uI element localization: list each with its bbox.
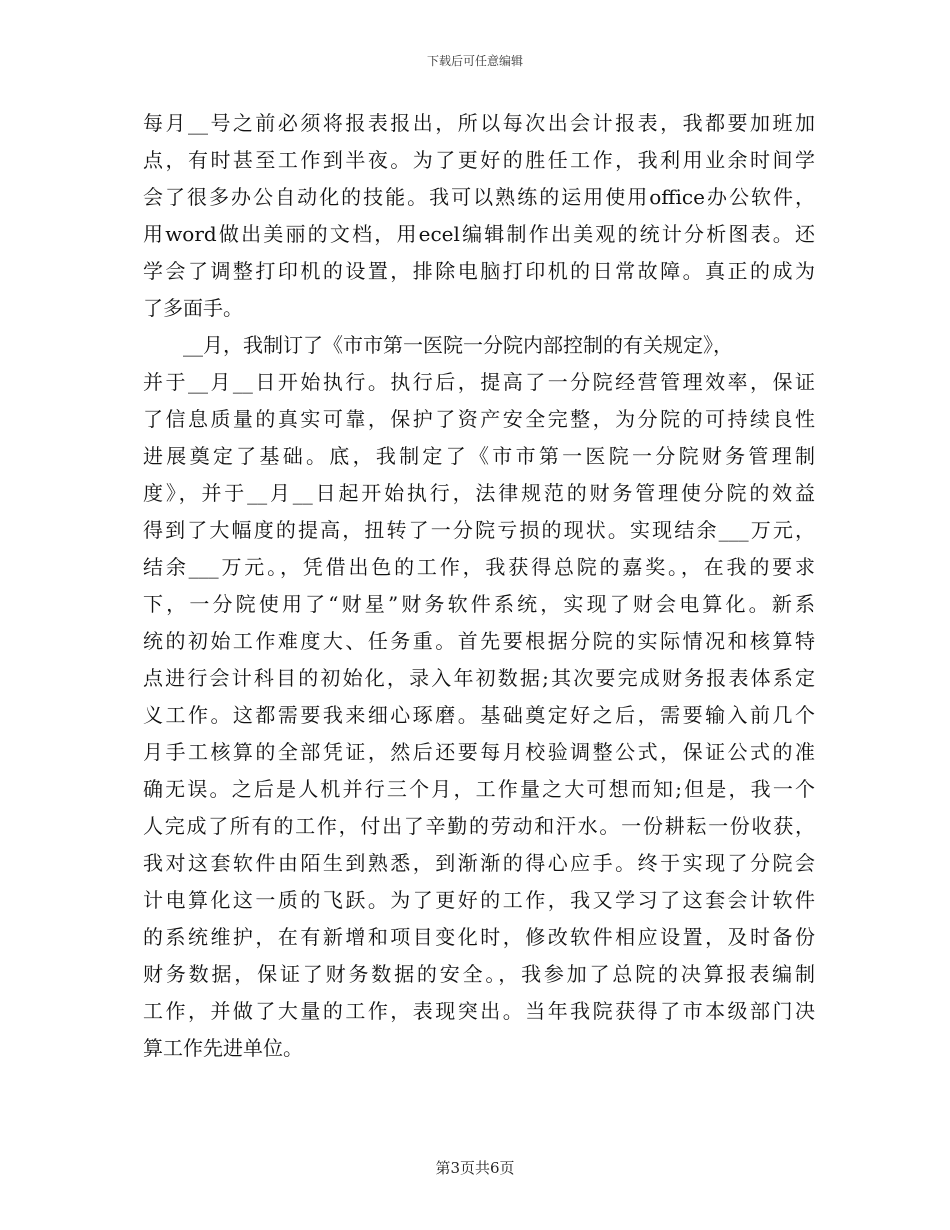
text-line: 计电算化这一质的飞跃。为了更好的工作，我又学习了这套会计软件 <box>143 888 815 912</box>
text-line: 下，一分院使用了“财星”财务软件系统，实现了财会电算化。新系 <box>143 592 815 616</box>
text-line: 算工作先进单位。 <box>143 1036 303 1060</box>
text-line: 人完成了所有的工作，付出了辛勤的劳动和汗水。一份耕耘一份收获， <box>143 814 815 838</box>
text-line: 我对这套软件由陌生到熟悉，到渐渐的得心应手。终于实现了分院会 <box>143 851 815 875</box>
text-line: 月手工核算的全部凭证，然后还要每月校验调整公式，保证公式的准 <box>143 740 815 764</box>
text-line: 工作，并做了大量的工作，表现突出。当年我院获得了市本级部门决 <box>143 999 815 1023</box>
text-line: __月，我制订了《市市第一医院一分院内部控制的有关规定》， <box>183 333 733 357</box>
text-line: 进展奠定了基础。底，我制定了《市市第一医院一分院财务管理制 <box>143 444 815 468</box>
text-line: 了多面手。 <box>143 296 243 320</box>
text-line: 财务数据，保证了财务数据的安全。，我参加了总院的决算报表编制 <box>143 962 815 986</box>
text-line: 学会了调整打印机的设置，排除电脑打印机的日常故障。真正的成为 <box>143 259 815 283</box>
text-line: 点，有时甚至工作到半夜。为了更好的胜任工作，我利用业余时间学 <box>143 148 815 172</box>
paragraph <box>143 105 815 327</box>
text-line: 了信息质量的真实可靠，保护了资产安全完整，为分院的可持续良性 <box>143 407 815 431</box>
text-line: 统的初始工作难度大、任务重。首先要根据分院的实际情况和核算特 <box>143 629 815 653</box>
text-line: 结余___万元。，凭借出色的工作，我获得总院的嘉奖。，在我的要求 <box>143 555 815 579</box>
text-line: 并于__月__日开始执行。执行后，提高了一分院经营管理效率，保证 <box>143 370 815 394</box>
page-header: 下载后可任意编辑 <box>426 54 523 68</box>
text-line: 会了很多办公自动化的技能。我可以熟练的运用使用office办公软件， <box>143 185 815 209</box>
text-line: 度》，并于__月__日起开始执行，法律规范的财务管理使分院的效益 <box>143 481 815 505</box>
text-line: 确无误。之后是人机并行三个月，工作量之大可想而知;但是，我一个 <box>143 777 815 801</box>
text-line: 得到了大幅度的提高，扭转了一分院亏损的现状。实现结余___万元， <box>143 518 815 542</box>
text-line: 每月__号之前必须将报表报出，所以每次出会计报表，我都要加班加 <box>143 111 815 135</box>
text-line: 点进行会计科目的初始化，录入年初数据;其次要完成财务报表体系定 <box>143 666 815 690</box>
text-line: 的系统维护，在有新增和项目变化时，修改软件相应设置，及时备份 <box>143 925 815 949</box>
paragraph <box>143 327 815 1067</box>
text-line: 义工作。这都需要我来细心琢磨。基础奠定好之后，需要输入前几个 <box>143 703 815 727</box>
document-body <box>143 105 815 1067</box>
text-line: 用word做出美丽的文档，用ecel编辑制作出美观的统计分析图表。还 <box>143 222 815 246</box>
page-number: 第3页共6页 <box>435 1159 515 1177</box>
